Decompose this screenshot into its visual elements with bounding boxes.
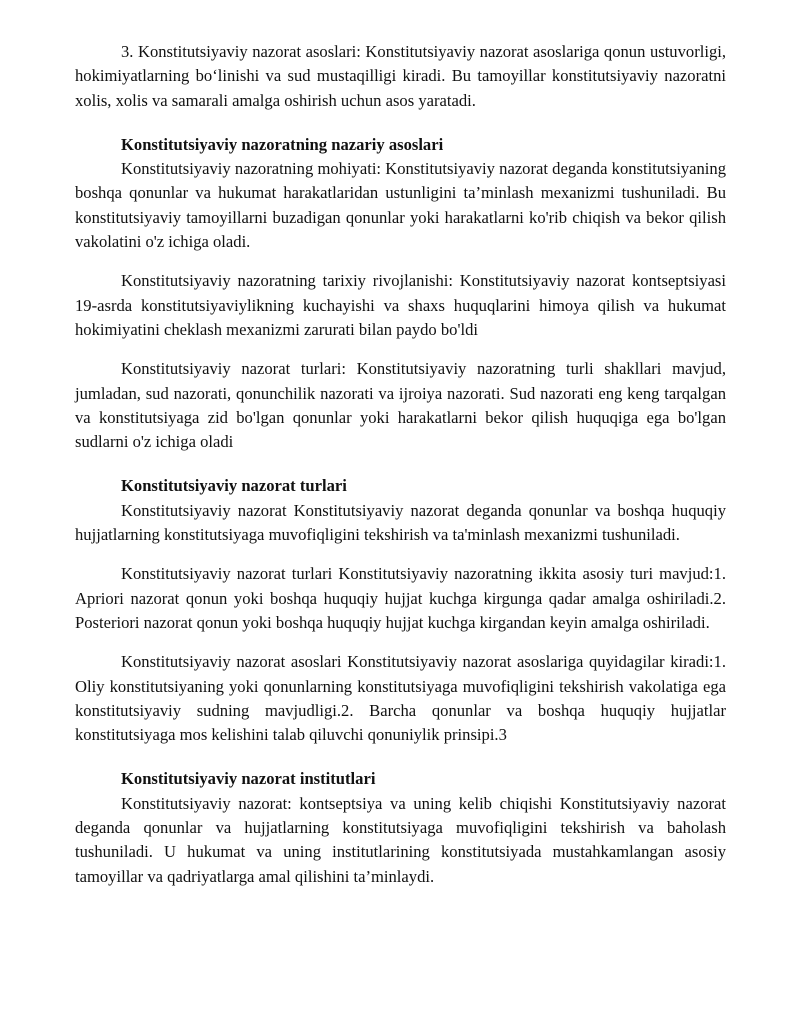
paragraph-two-main-types: Konstitutsiyaviy nazorat turlari Konstitutsiyaviy nazoratning ikkita asosiy turi mavjud:1. Apriori nazorat qonun yoki boshqa huquqiy hujjat kuchga kirgunga qadar amalga oshiriladi.2. Posteriori nazorat qonun yoki boshqa huquqiy hujjat kuchga kirgandan keyin amalga oshiriladi.	[75, 564, 726, 632]
paragraph-essence: Konstitutsiyaviy nazoratning mohiyati: Konstitutsiyaviy nazorat deganda konstitutsiyaning boshqa qonunlar va hukumat harakatlaridan ustunligini ta’minlash mexanizmi tushuniladi. Bu konstitutsiyaviy tamoyillarni buzadigan qonunlar yoki harakatlarni ko'rib chiqish va bekor qilish vakolatini o'z ichiga oladi.	[75, 159, 726, 252]
paragraph-foundations-list: Konstitutsiyaviy nazorat asoslari Konstitutsiyaviy nazorat asoslariga quyidagilar kiradi:1. Oliy konstitutsiyaning yoki qonunlarning konstitutsiyaga muvofiqligini tekshirish vakolatiga ega konstitutsiyaviy sudning mavjudligi.2. Barcha qonunlar va boshqa huquqiy hujjatlar konstitutsiyaga mos kelishini talab qiluvchi qonuniylik prinsipi.3	[75, 652, 726, 745]
heading-control-types: Konstitutsiyaviy nazorat turlari	[121, 476, 347, 496]
paragraph-historical-development: Konstitutsiyaviy nazoratning tarixiy rivojlanishi: Konstitutsiyaviy nazorat kontseptsiyasi 19-asrda konstitutsiyaviylikning kuchayishi va shaxs huquqlarini himoya qilish va hukumat hokimiyatini cheklash mexanizmi zarurati bilan paydo bo'ldi	[75, 271, 726, 339]
paragraph-definition: Konstitutsiyaviy nazorat Konstitutsiyaviy nazorat deganda qonunlar va boshqa huquqiy hujjatlarning konstitutsiyaga muvofiqligini tekshirish va ta'minlash mexanizmi tushuniladi.	[75, 500, 726, 545]
paragraph-constitutional-control-foundations: 3. Konstitutsiyaviy nazorat asoslari: Konstitutsiyaviy nazorat asoslariga qonun ustuvorligi, hokimiyatlarning bo‘linishi va sud mustaqilligi kiradi. Bu tamoyillar konstitutsiyaviy nazoratni xolis, xolis va samarali amalga oshirish uchun asos yaratadi.	[75, 42, 726, 110]
heading-control-institutions: Konstitutsiyaviy nazorat institutlari	[121, 769, 376, 789]
heading-theoretical-foundations: Konstitutsiyaviy nazoratning nazariy asoslari	[121, 134, 444, 154]
paragraph-control-types: Konstitutsiyaviy nazorat turlari: Konstitutsiyaviy nazoratning turli shakllari mavjud, jumladan, sud nazorati, qonunchilik nazorati va ijroiya nazorati. Sud nazorati eng keng tarqalgan va konstitutsiyaga zid bo'lgan qonunlar yoki harakatlarni bekor qilish huquqiga ega bo'lgan sudlarni o'z ichiga oladi	[75, 359, 726, 452]
paragraph-concept-origin: Konstitutsiyaviy nazorat: kontseptsiya va uning kelib chiqishi Konstitutsiyaviy nazorat deganda qonunlar va hujjatlarning konstitutsiyaga muvofiqligini tekshirish va baholash tushuniladi. U hukumat va uning institutlarining konstitutsiyada mustahkamlangan asosiy tamoyillar va qadriyatlarga amal qilishini ta’minlaydi.	[75, 793, 726, 886]
